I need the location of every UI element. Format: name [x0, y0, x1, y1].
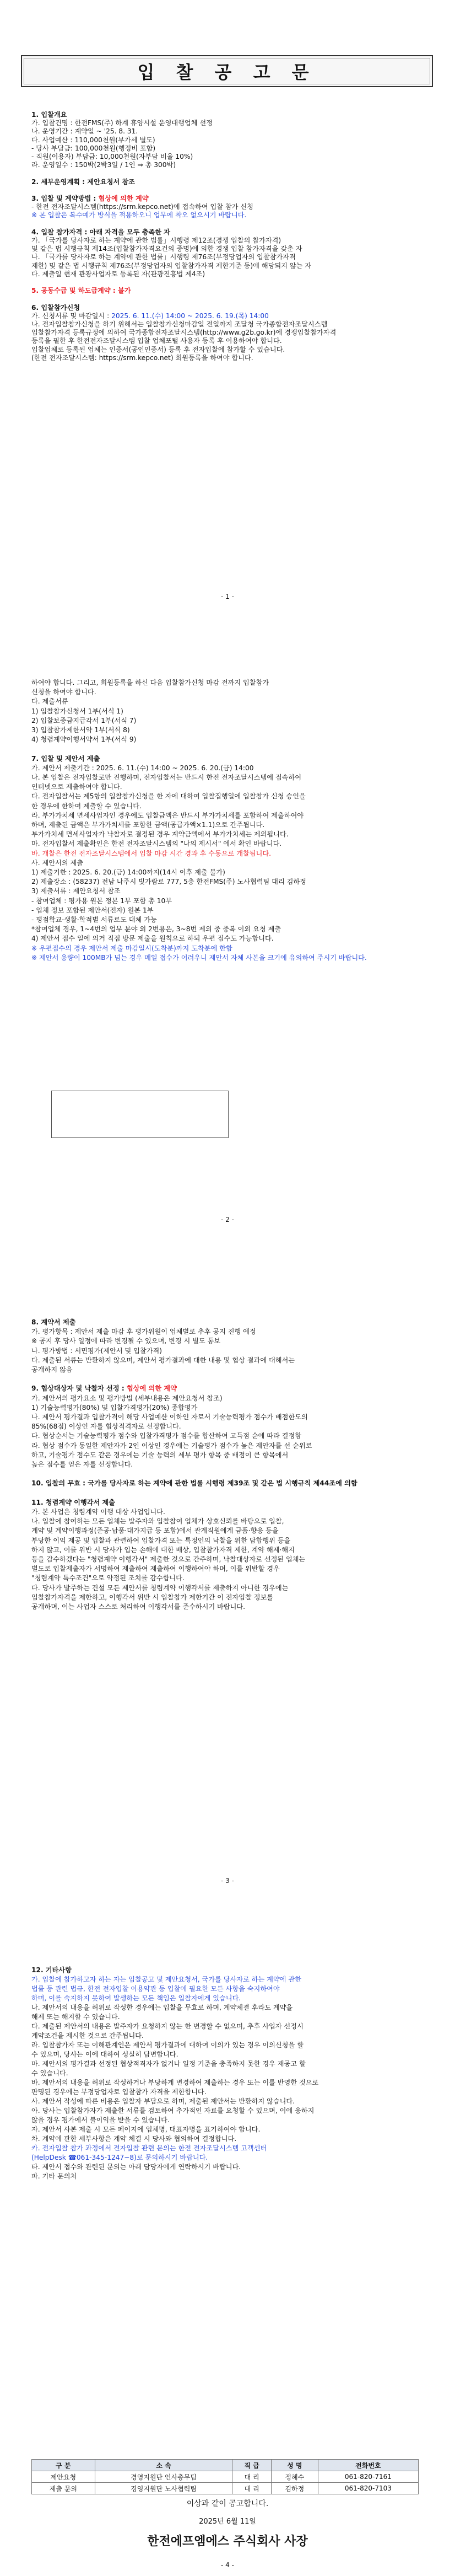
section-heading: 11. 청렴계약 이행각서 제출	[31, 1498, 116, 1506]
text-line: ※ 제안서 용량이 100MB가 넘는 경우 메일 접수가 어려우니 제안서 자체 사본을 크기에 유의하여 주시기 바랍니다.	[31, 953, 367, 962]
section-heading: 10. 입찰의 무효 : 국가를 당사자로 하는 계약에 관한 법률 시행령 제39조 및 같은 법 시행규칙 제44조에 의함	[31, 1479, 358, 1488]
text-line: 가. 입찰건명 : 한전FMS(주) 하계 휴양시설 운영대행업체 선정	[31, 119, 213, 127]
text-line: 가. 신청서류 및 마감일시 : 2025. 6. 11.(수) 14:00 ~ 2025. 6. 19.(목) 14:00	[31, 312, 269, 320]
text-line: 수 있습니다.	[31, 2069, 68, 2077]
text-line: 가. 제안서 제출기간 : 2025. 6. 11.(수) 14:00 ~ 2025. 6. 20.(금) 14:00	[31, 764, 254, 772]
table-cell: 제출 문의	[32, 2483, 95, 2494]
text-line: 입찰참가자격 등록규정에 의하여 국가종합전자조달시스템(http://www.g2b.go.kr)에 경쟁입찰참가자격	[31, 329, 337, 337]
text-line: 사. 제안서의 제출	[31, 858, 84, 867]
col-category: 구 분	[32, 2460, 95, 2471]
text-line: 가. 입찰에 참가하고자 하는 자는 입찰공고 및 제안요청서, 국가를 당사자로 하는 계약에 관한	[31, 1976, 301, 1983]
table-cell: 대 리	[232, 2471, 272, 2483]
text-line: 다. 제출서류	[31, 697, 68, 706]
text-line: 부가가치세 면세사업자가 낙찰자로 결정된 경우 계약금액에서 부가가치세는 제외됩니다.	[31, 830, 289, 839]
text-line: 라. 운영일수 : 150박(2박3일 / 1인 ⇒ 총 300박)	[31, 161, 176, 169]
text-line: 및 같은 법 시행규칙 제14조(입찰참가자격요건의 증명)에 의한 경쟁 입찰 참가자격을 갖춘 자	[31, 245, 302, 253]
page-title: 입 찰 공 고 문	[21, 55, 433, 87]
text-line: 카. 전자입찰 참가 과정에서 전자입찰 관련 문의는 한전 전자조달시스템 고객센터	[31, 2144, 267, 2152]
text-line: ※ 우편접수의 경우 제안서 제출 마감일시(도착분)까지 도착분에 한함	[31, 944, 232, 952]
table-row	[32, 2471, 419, 2483]
text-line: 입찰참가자격을 제한하고, 이행각서 위반 시 입찰참가 제한기간 이 전자입찰 정보를	[31, 1593, 274, 1601]
section-heading: 5. 공동수급 및 하도급계약 : 불가	[31, 287, 131, 295]
text-line: 입찰업체로 등록된 업체는 인증서(공인인증서) 등록 후 전자입찰에 참가할 수 있습니다.	[31, 345, 285, 353]
text-line: 3) 제출서류 : 제안요청서 참조	[31, 887, 121, 895]
text-line: 하여야 합니다. 그리고, 회원등록을 하신 다음 입찰참가신청 마감 전까지 입찰참가	[31, 679, 269, 686]
table-row	[32, 2483, 419, 2494]
col-phone: 전화번호	[318, 2460, 418, 2471]
table-cell: 061-820-7161	[318, 2471, 418, 2483]
text-line: 다. 협상순서는 기술능력평가 점수와 입찰가격평가 점수를 합산하여 고득점 순에 따라 결정함	[31, 1432, 301, 1440]
text-line: 라. 입찰참가자 또는 이해관계인은 제안서 평가결과에 대하여 이의가 있는 경우 이의신청을 할	[31, 2041, 304, 2049]
text-line: 제한) 및 같은 법 시행규칙 제76조(부정당업자의 입찰참가자격 제한기준 등)에 해당되지 않는 자	[31, 261, 311, 270]
text-line: "청렴계약 특수조건"으로 약정된 조치를 감수합니다.	[31, 1574, 185, 1582]
section-heading: 4. 입찰 참가자격 : 아래 자격을 모두 충족한 자	[31, 228, 171, 236]
section-heading: 9. 협상대상자 및 낙찰자 선정 : 협상에 의한 계약	[31, 1384, 177, 1393]
page-1	[0, 0, 455, 607]
text-line: 공개하며, 이는 사업자 스스로 처리하여 이행각서를 준수하시기 바랍니다.	[31, 1603, 246, 1611]
text-line: 가. 본 사업은 청렴계약 이행 대상 사업입니다.	[31, 1508, 165, 1516]
text-line: 다. 제출일 현재 관광사업자로 등록된 자(관광진흥법 제4조)	[31, 270, 205, 278]
page-2	[0, 640, 455, 1246]
text-line: 나. 전자입찰참가신청을 하기 위해서는 입찰참가신청마감일 전일까지 조달청 국가종합전자조달시스템	[31, 320, 328, 328]
page-3-body	[31, 1290, 424, 1897]
text-line: 1) 입찰참가신청서 1부(서식 1)	[31, 707, 123, 715]
col-name: 성 명	[271, 2460, 318, 2471]
text-line: - 업체 정보 포함된 제안서(전자) 원본 1부	[31, 906, 154, 914]
text-line: (HelpDesk ☎061-345-1247~8)로 문의하시기 바랍니다.	[31, 2154, 208, 2161]
text-line: 별도로 입찰제출자가 서명하여 제출하여 제출하여 이행하여야 하며, 이를 위반할 경우	[31, 1565, 280, 1573]
text-line: 계약 및 계약이행과정(준공·납품·대가지급 등 포함)에서 관계직원에게 금품·향응 등을	[31, 1527, 279, 1535]
text-line: 부당한 이익 제공 및 입찰과 관련하여 입찰가격 또는 특정인의 낙찰을 위한 담합행위 등을	[31, 1536, 291, 1544]
text-line: 마. 제안서의 평가결과 선정된 협상적격자가 없거나 일정 기준을 충족하지 못한 경우 재공고 할	[31, 2060, 306, 2068]
table-cell: 김하정	[271, 2483, 318, 2494]
submission-list-box	[51, 1091, 229, 1138]
text-line: 파. 기타 문의처	[31, 2172, 77, 2180]
col-department: 소 속	[95, 2460, 232, 2471]
text-line: 등록을 필한 후 한전전자조달시스템 입찰 업체포털 사용자 등록 후 이용하여야 합니다.	[31, 337, 282, 345]
text-line: 해제 또는 해지할 수 있습니다.	[31, 2013, 120, 2021]
text-line: 바. 제안서의 내용을 허위로 작성하거나 부당하게 변경하여 제출하는 경우 또는 이를 반영한 것으로	[31, 2079, 319, 2086]
text-line: 수 있으며, 당사는 이에 대하여 성실히 답변합니다.	[31, 2051, 178, 2058]
section-heading: 12. 기타사항	[31, 1966, 72, 1974]
text-line: 높은 점수를 얻은 자를 선정합니다.	[31, 1461, 133, 1468]
page-number-2: - 2 -	[221, 1216, 234, 1223]
text-line: 등을 감수하겠다는 "청렴계약 이행각서" 제출한 것으로 간주하며, 낙찰대상자로 선정된 업체는	[31, 1555, 306, 1563]
text-line: - 직원(이용자) 부담금: 10,000천원(자부담 비율 10%)	[31, 153, 193, 160]
text-line: 다. 전자입찰서는 제5항의 입찰참가신청을 한 자에 대하여 입찰집행일에 입찰참가 신청 승인을	[31, 792, 306, 801]
text-line: 다. 제출된 서류는 반환하지 않으며, 제안서 평가결과에 대한 내용 및 협상 결과에 대해서는	[31, 1356, 295, 1364]
section-heading: 2. 세부운영계획 : 제안요청서 참조	[31, 178, 136, 186]
text-line: 아. 당사는 입찰참가자가 제출한 서류를 검토하여 추가적인 자료를 요청할 수 있으며, 이에 응하지	[31, 2107, 315, 2115]
text-line: 1) 기술능력평가(80%) 및 입찰가격평가(20%) 종합평가	[31, 1403, 198, 1412]
text-line: 나. 입찰에 참여하는 모든 업체는 발주자와 입찰참여 업체가 상호신뢰를 바탕으로 입찰,	[31, 1517, 284, 1526]
announcement-date: 2025년 6월 11일	[199, 2518, 256, 2526]
page-2-body	[31, 640, 424, 1246]
page-1-body	[31, 0, 424, 607]
text-line: 계약조건을 제시한 것으로 간주됩니다.	[31, 2032, 144, 2040]
text-line: 라. 부가가치세 면세사업자인 경우에도 입찰금액은 반드시 부가가치세를 포함하여 제출하여야	[31, 811, 304, 819]
table-cell: 061-820-7103	[318, 2483, 418, 2494]
text-line: *참여업체 경우, 1~4번의 업무 분야 외 2번용은, 3~8번 제외 중 중복 이외 요청 제출	[31, 925, 281, 933]
text-line: 나. 제안서 평가결과 입찰가격이 해당 사업예산 이하인 자로서 기술능력평가 점수가 배점한도의	[31, 1413, 308, 1421]
text-line: 공개하지 않음	[31, 1366, 73, 1373]
text-line: 한 경우에 한하여 제출할 수 있습니다.	[31, 802, 142, 810]
text-line: 타. 제안서 접수와 관련된 문의는 아래 담당자에게 연락하시기 바랍니다.	[31, 2163, 241, 2171]
text-line: 다. 당사가 발주하는 건설 모든 제안서를 청렴계약 이행각서를 제출하지 아니한 경우에는	[31, 1584, 289, 1592]
section-heading: 7. 입찰 및 제안서 제출	[31, 754, 100, 763]
table-cell: 정혜수	[271, 2471, 318, 2483]
text-line: 2) 제출장소 : (58237) 전남 나주시 빛가람로 777, 5층 한전FMS(주) 노사협력팀 대리 김하정	[31, 878, 306, 886]
page-number-1: - 1 -	[221, 593, 234, 600]
section-heading: 3. 입찰 및 계약방법 : 협상에 의한 계약	[31, 195, 149, 202]
text-line: 하며, 제출된 금액은 부가가치세를 포함한 금액(공급가액×1.1)으로 간주됩니다.	[31, 821, 265, 829]
text-line: 다. 제출된 제안서의 내용은 발주자가 요청하지 않는 한 변경할 수 없으며, 추후 사업자 선정시	[31, 2022, 304, 2030]
section-heading: 6. 입찰참가신청	[31, 303, 80, 312]
text-line: 4) 제안서 접수 일에 의거 직접 방문 제출을 원칙으로 하되 우편 접수도 가능합니다.	[31, 935, 274, 943]
text-line: 가. 평가항목 : 제안서 제출 마감 후 평가위원이 업체별로 추후 공지 진행 예정	[31, 1328, 256, 1336]
text-line: - 당사 부담금: 100,000천원(행정비 포함)	[31, 144, 156, 152]
issuer-name: 한전에프엠에스 주식회사 사장	[147, 2535, 308, 2548]
text-line: 나. 평가방법 : 서면평가(제안서 및 입찰가격)	[31, 1346, 162, 1355]
text-line: - 참여업체 : 평가용 원본 정본 1부 포함 총 10부	[31, 897, 172, 905]
text-line: (한전 전자조달시스템: https://srm.kepco.net) 회원등록을 하여야 합니다.	[31, 353, 253, 362]
text-line: 법률 등 관련 법규, 한전 전자입찰 이용약관 등 입찰에 필요한 모든 사항을 숙지하여야	[31, 1985, 280, 1993]
text-line: 나. 운영기간 : 계약일 ~ '25. 8. 31.	[31, 127, 138, 136]
text-line: 바. 개찰은 한전 전자조달시스템에서 입찰 마감 시간 경과 후 수동으로 개찰됩니다.	[31, 849, 272, 857]
text-line: ※ 본 입찰은 복수예가 방식을 적용하오니 업무에 착오 없으시기 바랍니다.	[31, 211, 247, 219]
text-line: 85%(68점) 이상인 자를 협상적격자로 선정합니다.	[31, 1423, 181, 1431]
text-line: 판명된 경우에는 부정당업자로 입찰참가 자격을 제한합니다.	[31, 2088, 207, 2096]
text-line: 하며, 이를 숙지하지 못하여 발생하는 모든 책임은 입찰자에게 있습니다.	[31, 1994, 241, 2002]
text-line: 가. 제안서의 평가요소 및 평가방법 (세부내용은 제안요청서 참조)	[31, 1394, 223, 1402]
text-line: 하지 않고, 이를 위반 시 당사가 입는 손해에 대한 배상, 입찰참가자격 제한, 계약 해제·해지	[31, 1545, 295, 1554]
text-line: 라. 협상 점수가 동일한 제안자가 2인 이상인 경우에는 기술평가 점수가 높은 제안자를 선 순위로	[31, 1441, 312, 1450]
text-line: 나. 제안서의 내용을 허위로 작성한 경우에는 입찰을 무효로 하며, 계약체결 후라도 계약을	[31, 2004, 293, 2011]
closing-statement: 이상과 같이 공고합니다.	[186, 2499, 269, 2508]
text-line: 3) 입찰참가제한서약 1부(서식 8)	[31, 726, 130, 734]
text-line: - 한전 전자조달시스템(https://srm.kepco.net)에 접속하여 입찰 참가 신청	[31, 203, 253, 211]
contact-table	[31, 2459, 419, 2494]
text-line: 다. 사업예산 : 110,000천원(부가세 별도)	[31, 136, 155, 144]
text-line: 4) 청렴계약이행서약서 1부(서식 9)	[31, 736, 137, 744]
text-line: ※ 공지 후 당사 일정에 따라 변경될 수 있으며, 변경 시 별도 통보	[31, 1337, 221, 1345]
text-line: 가. 「국가를 당사자로 하는 계약에 관한 법률」시행령 제12조(경쟁 입찰의 참가자격)	[31, 237, 281, 244]
text-line: 하고, 기술평가 점수도 같은 경우에는 기술 능력의 세부 평가 항목 중 배점이 큰 항목에서	[31, 1451, 289, 1459]
table-cell: 대 리	[232, 2483, 272, 2494]
text-line: 1) 제출기한 : 2025. 6. 20.(금) 14:00까지(14시 이후 제출 불가)	[31, 868, 225, 876]
col-rank: 직 급	[232, 2460, 272, 2471]
contact-table-header	[32, 2460, 419, 2471]
text-line: 2) 입찰보증금지급각서 1부(서식 7)	[31, 716, 137, 724]
text-line: 사. 제안서 작성에 따른 비용은 입찰자 부담으로 하며, 제출된 제안서는 반환하지 않습니다.	[31, 2097, 295, 2105]
table-cell: 경영지원단 노사협력팀	[95, 2483, 232, 2494]
text-line: - 평점학교·생활·학적별 서류로도 대체 가능	[31, 916, 157, 924]
section-heading: 1. 입찰개요	[31, 111, 67, 119]
page-number-3: - 3 -	[221, 1877, 234, 1885]
text-line: 않을 경우 평가에서 불이익을 받을 수 있습니다.	[31, 2116, 170, 2124]
page-3	[0, 1290, 455, 1897]
section-heading: 8. 계약서 제출	[31, 1318, 76, 1326]
text-line: 인터넷으로 제출하여야 합니다.	[31, 783, 122, 791]
table-cell: 제안요청	[32, 2471, 95, 2483]
text-line: 마. 전자입찰서 제출확인은 한전 전자조달시스템의 "나의 제시서" 에서 확인 바랍니다.	[31, 840, 282, 848]
page-number-4: - 4 -	[221, 2561, 234, 2569]
text-line: 자. 제안서 사본 제출 시 모든 페이지에 업체명, 대표자명을 표기하여야 합니다.	[31, 2126, 261, 2133]
table-cell: 경영지원단 인사총무팀	[95, 2471, 232, 2483]
text-line: 나. 본 입찰은 전자입찰로만 진행하며, 전자입찰서는 반드시 한전 전자조달시스템에 접속하여	[31, 774, 301, 781]
text-line: 나. 「국가를 당사자로 하는 계약에 관한 법률」시행령 제76조(부정당업자의 입찰참가자격	[31, 253, 296, 261]
text-line: 차. 계약에 관한 세부사항은 계약 체결 시 당사와 협의하여 결정합니다.	[31, 2135, 237, 2143]
text-line: 신청을 하여야 합니다.	[31, 688, 96, 696]
